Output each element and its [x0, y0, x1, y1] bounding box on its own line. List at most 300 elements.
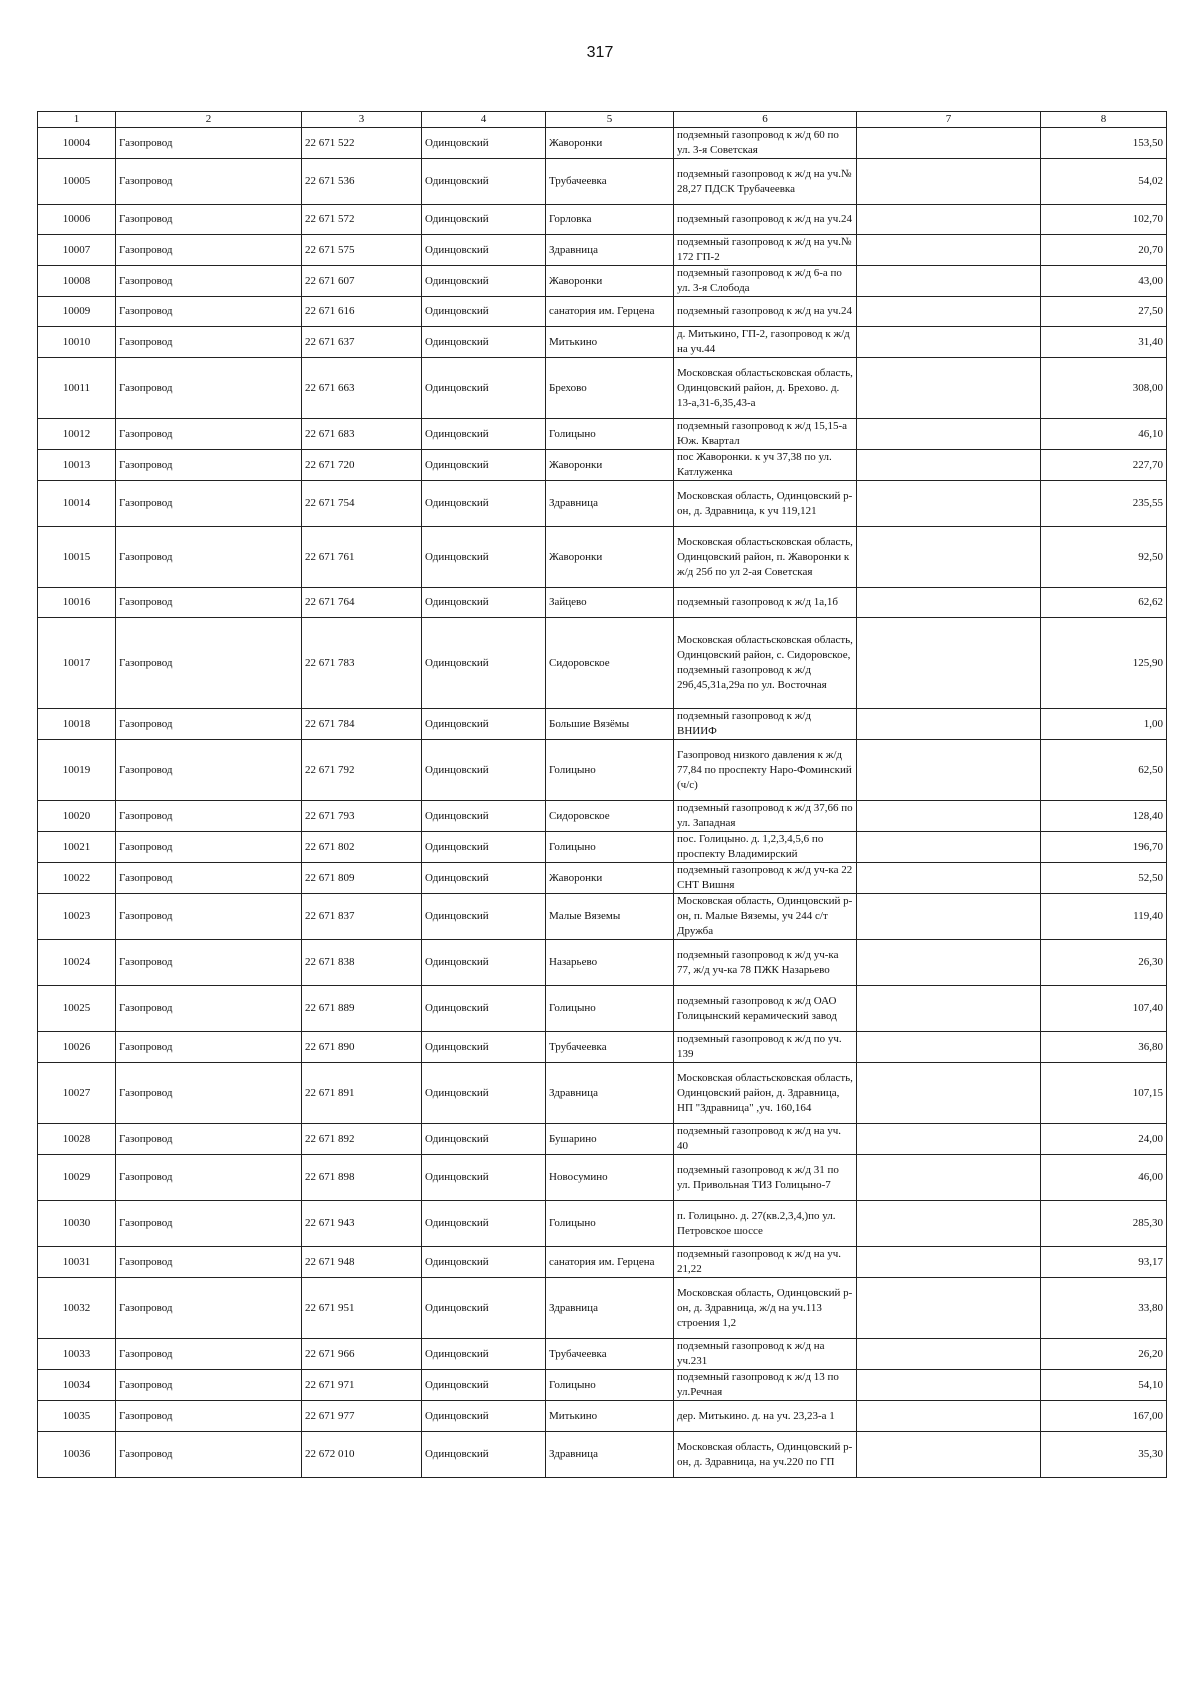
cell-district: Одинцовский	[422, 1032, 546, 1063]
cell-col7	[857, 358, 1041, 419]
cell-col7	[857, 986, 1041, 1032]
cell-description: Газопровод низкого давления к ж/д 77,84 по проспекту Наро-Фоминский (ч/с)	[674, 740, 857, 801]
cell-place: Митькино	[546, 327, 674, 358]
column-header: 5	[546, 112, 674, 128]
cell-value: 285,30	[1041, 1201, 1167, 1247]
cell-number: 10026	[38, 1032, 116, 1063]
cell-place: Митькино	[546, 1401, 674, 1432]
cell-place: Здравница	[546, 1432, 674, 1478]
cell-district: Одинцовский	[422, 1155, 546, 1201]
cell-number: 10033	[38, 1339, 116, 1370]
cell-value: 24,00	[1041, 1124, 1167, 1155]
cell-place: Голицыно	[546, 1201, 674, 1247]
cell-col7	[857, 1201, 1041, 1247]
cell-col7	[857, 940, 1041, 986]
cell-value: 93,17	[1041, 1247, 1167, 1278]
cell-number: 10028	[38, 1124, 116, 1155]
cell-district: Одинцовский	[422, 618, 546, 709]
cell-col7	[857, 1247, 1041, 1278]
cell-type: Газопровод	[116, 894, 302, 940]
cell-district: Одинцовский	[422, 1063, 546, 1124]
cell-value: 35,30	[1041, 1432, 1167, 1478]
cell-number: 10025	[38, 986, 116, 1032]
cell-type: Газопровод	[116, 618, 302, 709]
cell-place: Голицыно	[546, 740, 674, 801]
cell-number: 10006	[38, 205, 116, 235]
cell-description: п. Голицыно. д. 27(кв.2,3,4,)по ул. Петровское шоссе	[674, 1201, 857, 1247]
cell-description: Московская область, Одинцовский р-он, п. Малые Вяземы, уч 244 с/т Дружба	[674, 894, 857, 940]
cell-code: 22 671 966	[302, 1339, 422, 1370]
cell-district: Одинцовский	[422, 527, 546, 588]
cell-place: Жаворонки	[546, 527, 674, 588]
cell-value: 26,30	[1041, 940, 1167, 986]
cell-place: Голицыно	[546, 1370, 674, 1401]
cell-district: Одинцовский	[422, 358, 546, 419]
cell-description: подземный газопровод к ж/д уч-ка 77, ж/д уч-ка 78 ПЖК Назарьево	[674, 940, 857, 986]
cell-code: 22 671 889	[302, 986, 422, 1032]
cell-description: подземный газопровод к ж/д 6-а по ул. 3-я Слобода	[674, 266, 857, 297]
table-row	[38, 1124, 1167, 1155]
table-row	[38, 450, 1167, 481]
cell-type: Газопровод	[116, 588, 302, 618]
cell-col7	[857, 527, 1041, 588]
cell-description: Московская областьсковская область, Одинцовский район, п. Жаворонки к ж/д 25б по ул 2-ая Советская	[674, 527, 857, 588]
column-header: 2	[116, 112, 302, 128]
cell-description: Московская областьсковская область, Одинцовский район, д. Здравница, НП "Здравница" ,уч. 160,164	[674, 1063, 857, 1124]
cell-col7	[857, 128, 1041, 159]
cell-number: 10034	[38, 1370, 116, 1401]
cell-place: Здравница	[546, 481, 674, 527]
cell-district: Одинцовский	[422, 235, 546, 266]
cell-place: Голицыно	[546, 986, 674, 1032]
table-row	[38, 297, 1167, 327]
cell-value: 107,15	[1041, 1063, 1167, 1124]
cell-district: Одинцовский	[422, 481, 546, 527]
table-row	[38, 986, 1167, 1032]
cell-place: Трубачеевка	[546, 1032, 674, 1063]
cell-col7	[857, 863, 1041, 894]
cell-district: Одинцовский	[422, 709, 546, 740]
cell-description: подземный газопровод к ж/д на уч.№ 172 ГП-2	[674, 235, 857, 266]
table-row	[38, 1401, 1167, 1432]
cell-district: Одинцовский	[422, 128, 546, 159]
cell-code: 22 671 522	[302, 128, 422, 159]
cell-place: Здравница	[546, 235, 674, 266]
cell-col7	[857, 894, 1041, 940]
cell-code: 22 671 977	[302, 1401, 422, 1432]
cell-code: 22 671 792	[302, 740, 422, 801]
cell-description: подземный газопровод к ж/д ВНИИФ	[674, 709, 857, 740]
cell-value: 62,62	[1041, 588, 1167, 618]
cell-code: 22 671 536	[302, 159, 422, 205]
cell-value: 1,00	[1041, 709, 1167, 740]
cell-description: подземный газопровод к ж/д на уч. 40	[674, 1124, 857, 1155]
cell-description: подземный газопровод к ж/д на уч.24	[674, 205, 857, 235]
cell-description: Московская областьсковская область, Одинцовский район, с. Сидоровское, подземный газопровод к ж/д 29б,45,31а,29а по ул. Восточная	[674, 618, 857, 709]
cell-number: 10029	[38, 1155, 116, 1201]
table-row	[38, 235, 1167, 266]
cell-number: 10024	[38, 940, 116, 986]
table-row	[38, 205, 1167, 235]
table-row	[38, 1247, 1167, 1278]
cell-district: Одинцовский	[422, 1124, 546, 1155]
page-number: 317	[586, 44, 614, 61]
cell-place: Здравница	[546, 1278, 674, 1339]
table-row	[38, 588, 1167, 618]
cell-type: Газопровод	[116, 1278, 302, 1339]
cell-number: 10032	[38, 1278, 116, 1339]
table-row	[38, 832, 1167, 863]
cell-description: подземный газопровод к ж/д 31 по ул. Привольная ТИЗ Голицыно-7	[674, 1155, 857, 1201]
cell-number: 10016	[38, 588, 116, 618]
cell-code: 22 671 891	[302, 1063, 422, 1124]
cell-code: 22 671 890	[302, 1032, 422, 1063]
cell-value: 46,00	[1041, 1155, 1167, 1201]
cell-code: 22 671 892	[302, 1124, 422, 1155]
cell-col7	[857, 1155, 1041, 1201]
cell-col7	[857, 1339, 1041, 1370]
cell-description: подземный газопровод к ж/д по уч. 139	[674, 1032, 857, 1063]
cell-col7	[857, 297, 1041, 327]
header-row	[38, 112, 1167, 128]
cell-type: Газопровод	[116, 1032, 302, 1063]
cell-description: подземный газопровод к ж/д на уч. 21,22	[674, 1247, 857, 1278]
table-body	[38, 128, 1167, 1478]
cell-code: 22 671 607	[302, 266, 422, 297]
table-row	[38, 1278, 1167, 1339]
table-row	[38, 159, 1167, 205]
cell-value: 20,70	[1041, 235, 1167, 266]
cell-value: 167,00	[1041, 1401, 1167, 1432]
cell-number: 10012	[38, 419, 116, 450]
cell-code: 22 671 784	[302, 709, 422, 740]
cell-description: подземный газопровод к ж/д 37,66 по ул. Западная	[674, 801, 857, 832]
table-row	[38, 358, 1167, 419]
cell-type: Газопровод	[116, 235, 302, 266]
cell-place: Трубачеевка	[546, 1339, 674, 1370]
cell-district: Одинцовский	[422, 832, 546, 863]
cell-description: подземный газопровод к ж/д ОАО Голицынский керамический завод	[674, 986, 857, 1032]
cell-district: Одинцовский	[422, 327, 546, 358]
column-header: 6	[674, 112, 857, 128]
cell-place: Назарьево	[546, 940, 674, 986]
table-row	[38, 740, 1167, 801]
cell-place: Жаворонки	[546, 128, 674, 159]
cell-number: 10031	[38, 1247, 116, 1278]
cell-district: Одинцовский	[422, 450, 546, 481]
cell-code: 22 671 898	[302, 1155, 422, 1201]
cell-col7	[857, 235, 1041, 266]
cell-type: Газопровод	[116, 986, 302, 1032]
cell-col7	[857, 709, 1041, 740]
cell-number: 10014	[38, 481, 116, 527]
table-row	[38, 419, 1167, 450]
cell-type: Газопровод	[116, 327, 302, 358]
cell-number: 10004	[38, 128, 116, 159]
cell-code: 22 671 720	[302, 450, 422, 481]
cell-number: 10017	[38, 618, 116, 709]
cell-type: Газопровод	[116, 266, 302, 297]
cell-type: Газопровод	[116, 358, 302, 419]
cell-description: подземный газопровод к ж/д на уч.231	[674, 1339, 857, 1370]
cell-description: Московская область, Одинцовский р-он, д. Здравница, на уч.220 по ГП	[674, 1432, 857, 1478]
table-row	[38, 863, 1167, 894]
cell-district: Одинцовский	[422, 1339, 546, 1370]
cell-value: 52,50	[1041, 863, 1167, 894]
cell-district: Одинцовский	[422, 205, 546, 235]
cell-description: д. Митькино, ГП-2, газопровод к ж/д на уч.44	[674, 327, 857, 358]
table-row	[38, 1155, 1167, 1201]
cell-value: 36,80	[1041, 1032, 1167, 1063]
cell-code: 22 671 761	[302, 527, 422, 588]
cell-type: Газопровод	[116, 801, 302, 832]
cell-type: Газопровод	[116, 419, 302, 450]
cell-number: 10015	[38, 527, 116, 588]
table-row	[38, 1339, 1167, 1370]
cell-value: 235,55	[1041, 481, 1167, 527]
cell-district: Одинцовский	[422, 297, 546, 327]
cell-district: Одинцовский	[422, 1247, 546, 1278]
cell-value: 128,40	[1041, 801, 1167, 832]
cell-place: Жаворонки	[546, 863, 674, 894]
cell-code: 22 671 943	[302, 1201, 422, 1247]
cell-district: Одинцовский	[422, 1432, 546, 1478]
cell-place: Малые Вяземы	[546, 894, 674, 940]
cell-value: 107,40	[1041, 986, 1167, 1032]
cell-description: подземный газопровод к ж/д 60 по ул. 3-я Советская	[674, 128, 857, 159]
cell-place: Зайцево	[546, 588, 674, 618]
cell-number: 10036	[38, 1432, 116, 1478]
cell-number: 10013	[38, 450, 116, 481]
cell-number: 10005	[38, 159, 116, 205]
cell-value: 153,50	[1041, 128, 1167, 159]
cell-col7	[857, 327, 1041, 358]
cell-type: Газопровод	[116, 527, 302, 588]
cell-value: 54,10	[1041, 1370, 1167, 1401]
cell-code: 22 671 951	[302, 1278, 422, 1339]
cell-code: 22 672 010	[302, 1432, 422, 1478]
cell-district: Одинцовский	[422, 801, 546, 832]
cell-district: Одинцовский	[422, 266, 546, 297]
cell-type: Газопровод	[116, 450, 302, 481]
column-header: 3	[302, 112, 422, 128]
cell-type: Газопровод	[116, 1432, 302, 1478]
cell-place: Трубачеевка	[546, 159, 674, 205]
table-row	[38, 1370, 1167, 1401]
cell-code: 22 671 971	[302, 1370, 422, 1401]
cell-description: пос. Голицыно. д. 1,2,3,4,5,6 по проспекту Владимирский	[674, 832, 857, 863]
cell-type: Газопровод	[116, 159, 302, 205]
cell-type: Газопровод	[116, 1155, 302, 1201]
cell-col7	[857, 1370, 1041, 1401]
cell-col7	[857, 740, 1041, 801]
cell-number: 10018	[38, 709, 116, 740]
cell-code: 22 671 572	[302, 205, 422, 235]
cell-place: Новосумино	[546, 1155, 674, 1201]
cell-col7	[857, 618, 1041, 709]
cell-type: Газопровод	[116, 1201, 302, 1247]
table-row	[38, 1201, 1167, 1247]
table-row	[38, 128, 1167, 159]
cell-value: 26,20	[1041, 1339, 1167, 1370]
cell-code: 22 671 637	[302, 327, 422, 358]
cell-place: Жаворонки	[546, 450, 674, 481]
cell-code: 22 671 837	[302, 894, 422, 940]
cell-district: Одинцовский	[422, 419, 546, 450]
cell-code: 22 671 802	[302, 832, 422, 863]
cell-number: 10021	[38, 832, 116, 863]
table-row	[38, 1032, 1167, 1063]
cell-district: Одинцовский	[422, 740, 546, 801]
cell-value: 62,50	[1041, 740, 1167, 801]
cell-code: 22 671 783	[302, 618, 422, 709]
cell-number: 10023	[38, 894, 116, 940]
cell-description: подземный газопровод к ж/д на уч.24	[674, 297, 857, 327]
column-header: 8	[1041, 112, 1167, 128]
cell-description: Московская областьсковская область, Одинцовский район, д. Брехово. д. 13-а,31-6,35,43-а	[674, 358, 857, 419]
cell-col7	[857, 1432, 1041, 1478]
cell-col7	[857, 801, 1041, 832]
cell-code: 22 671 575	[302, 235, 422, 266]
cell-number: 10022	[38, 863, 116, 894]
cell-description: дер. Митькино. д. на уч. 23,23-а 1	[674, 1401, 857, 1432]
cell-number: 10030	[38, 1201, 116, 1247]
cell-value: 33,80	[1041, 1278, 1167, 1339]
cell-district: Одинцовский	[422, 986, 546, 1032]
cell-value: 227,70	[1041, 450, 1167, 481]
cell-col7	[857, 266, 1041, 297]
cell-place: Голицыно	[546, 419, 674, 450]
cell-value: 102,70	[1041, 205, 1167, 235]
cell-number: 10007	[38, 235, 116, 266]
cell-number: 10019	[38, 740, 116, 801]
cell-value: 43,00	[1041, 266, 1167, 297]
cell-col7	[857, 481, 1041, 527]
cell-col7	[857, 1032, 1041, 1063]
cell-value: 119,40	[1041, 894, 1167, 940]
cell-col7	[857, 1401, 1041, 1432]
cell-type: Газопровод	[116, 740, 302, 801]
cell-place: Большие Вязёмы	[546, 709, 674, 740]
cell-place: Здравница	[546, 1063, 674, 1124]
cell-code: 22 671 809	[302, 863, 422, 894]
cell-place: Сидоровское	[546, 801, 674, 832]
cell-type: Газопровод	[116, 1370, 302, 1401]
cell-place: санатория им. Герцена	[546, 1247, 674, 1278]
cell-value: 54,02	[1041, 159, 1167, 205]
table-row	[38, 481, 1167, 527]
cell-place: Бушарино	[546, 1124, 674, 1155]
cell-col7	[857, 1063, 1041, 1124]
cell-code: 22 671 838	[302, 940, 422, 986]
cell-number: 10009	[38, 297, 116, 327]
cell-type: Газопровод	[116, 128, 302, 159]
cell-description: пос Жаворонки. к уч 37,38 по ул. Катлуженка	[674, 450, 857, 481]
cell-code: 22 671 793	[302, 801, 422, 832]
cell-number: 10008	[38, 266, 116, 297]
cell-type: Газопровод	[116, 1401, 302, 1432]
table-row	[38, 266, 1167, 297]
cell-district: Одинцовский	[422, 863, 546, 894]
column-header: 4	[422, 112, 546, 128]
column-header: 1	[38, 112, 116, 128]
cell-description: подземный газопровод к ж/д уч-ка 22 СНТ Вишня	[674, 863, 857, 894]
table-row	[38, 527, 1167, 588]
column-header: 7	[857, 112, 1041, 128]
cell-place: Брехово	[546, 358, 674, 419]
cell-value: 46,10	[1041, 419, 1167, 450]
table-row	[38, 327, 1167, 358]
cell-place: Сидоровское	[546, 618, 674, 709]
cell-description: подземный газопровод к ж/д на уч.№ 28,27 ПДСК Трубачеевка	[674, 159, 857, 205]
cell-value: 27,50	[1041, 297, 1167, 327]
cell-col7	[857, 159, 1041, 205]
cell-number: 10027	[38, 1063, 116, 1124]
cell-district: Одинцовский	[422, 1370, 546, 1401]
cell-code: 22 671 616	[302, 297, 422, 327]
cell-description: Московская область, Одинцовский р-он, д. Здравница, ж/д на уч.113 строения 1,2	[674, 1278, 857, 1339]
table-row	[38, 940, 1167, 986]
cell-type: Газопровод	[116, 205, 302, 235]
cell-value: 125,90	[1041, 618, 1167, 709]
cell-type: Газопровод	[116, 1063, 302, 1124]
cell-type: Газопровод	[116, 832, 302, 863]
table-row	[38, 1063, 1167, 1124]
cell-place: Жаворонки	[546, 266, 674, 297]
cell-code: 22 671 683	[302, 419, 422, 450]
cell-number: 10020	[38, 801, 116, 832]
cell-code: 22 671 764	[302, 588, 422, 618]
cell-description: Московская область, Одинцовский р-он, д. Здравница, к уч 119,121	[674, 481, 857, 527]
cell-description: подземный газопровод к ж/д 13 по ул.Речная	[674, 1370, 857, 1401]
cell-type: Газопровод	[116, 940, 302, 986]
cell-code: 22 671 754	[302, 481, 422, 527]
cell-col7	[857, 832, 1041, 863]
table-row	[38, 801, 1167, 832]
cell-district: Одинцовский	[422, 588, 546, 618]
cell-district: Одинцовский	[422, 1401, 546, 1432]
registry-table	[37, 111, 1167, 1478]
cell-type: Газопровод	[116, 1247, 302, 1278]
cell-type: Газопровод	[116, 709, 302, 740]
cell-col7	[857, 588, 1041, 618]
cell-district: Одинцовский	[422, 1278, 546, 1339]
cell-col7	[857, 1278, 1041, 1339]
cell-district: Одинцовский	[422, 940, 546, 986]
cell-col7	[857, 450, 1041, 481]
cell-type: Газопровод	[116, 1124, 302, 1155]
cell-district: Одинцовский	[422, 159, 546, 205]
cell-place: Голицыно	[546, 832, 674, 863]
cell-place: санатория им. Герцена	[546, 297, 674, 327]
cell-code: 22 671 663	[302, 358, 422, 419]
cell-value: 31,40	[1041, 327, 1167, 358]
table-row	[38, 894, 1167, 940]
table-row	[38, 1432, 1167, 1478]
cell-col7	[857, 205, 1041, 235]
table-row	[38, 709, 1167, 740]
cell-description: подземный газопровод к ж/д 1а,1б	[674, 588, 857, 618]
cell-type: Газопровод	[116, 863, 302, 894]
cell-number: 10035	[38, 1401, 116, 1432]
cell-description: подземный газопровод к ж/д 15,15-а Юж. Квартал	[674, 419, 857, 450]
cell-district: Одинцовский	[422, 894, 546, 940]
cell-number: 10010	[38, 327, 116, 358]
cell-number: 10011	[38, 358, 116, 419]
cell-district: Одинцовский	[422, 1201, 546, 1247]
cell-value: 196,70	[1041, 832, 1167, 863]
cell-type: Газопровод	[116, 481, 302, 527]
